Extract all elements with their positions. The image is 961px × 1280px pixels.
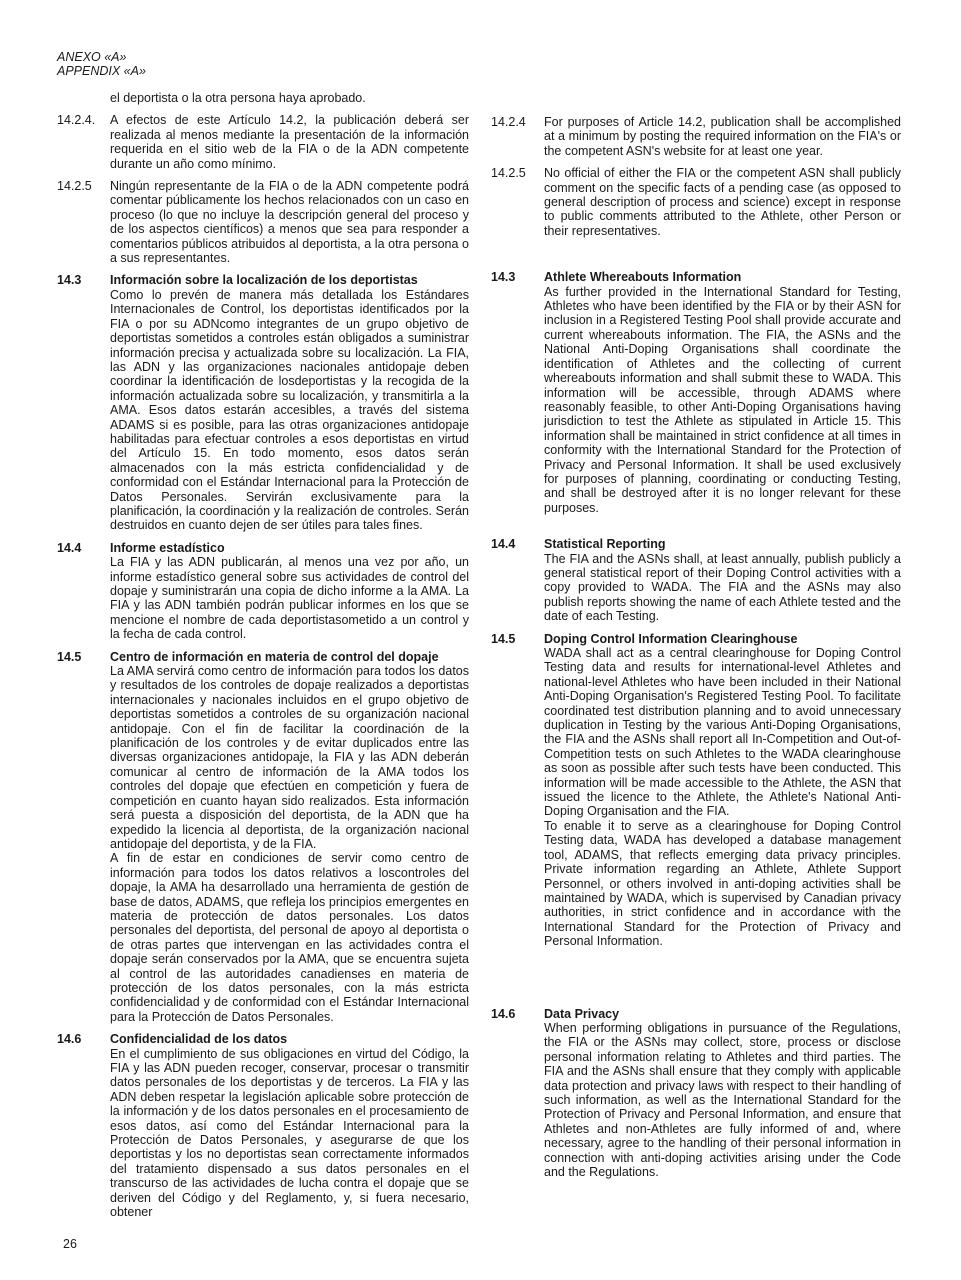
section-text: A efectos de este Artículo 14.2, la publicación deberá ser realizada al menos mediante la presentación de la información requerida en el sitio web de la FIA o de la ADN competente durante un año como mínimo. bbox=[110, 113, 469, 171]
section-14-6-en bbox=[491, 1007, 901, 1180]
section-title: Doping Control Information Clearinghouse bbox=[544, 631, 798, 646]
page-number: 26 bbox=[63, 1237, 77, 1251]
section-14-4-es bbox=[57, 541, 469, 642]
section-number: 14.2.4. bbox=[57, 113, 96, 128]
section-text: The FIA and the ASNs shall, at least annually, publish publicly a general statistical report of their Doping Control activities with a copy provided to WADA. The FIA and the ASNs may also publish reports showing the name of each Athlete tested and the date of each Testing. bbox=[544, 551, 901, 624]
section-number: 14.5 bbox=[491, 631, 516, 646]
section-title: Athlete Whereabouts Information bbox=[544, 270, 742, 285]
section-14-2-5-en bbox=[491, 166, 901, 238]
section-14-2-5-es bbox=[57, 179, 469, 265]
section-14-5-en bbox=[491, 632, 901, 949]
page-header bbox=[57, 50, 146, 78]
section-text: La FIA y las ADN publicarán, al menos una vez por año, un informe estadístico general sobre sus actividades de control del dopaje y suministrarán una copia de dicho informe a la AMA. La FIA y las ADN también podrán publicar informes en los que se mencione el nombre de cada deportistasometido a un control y la fecha de cada control. bbox=[110, 555, 469, 642]
section-text: En el cumplimiento de sus obligaciones en virtud del Código, la FIA y las ADN pueden recoger, conservar, procesar o transmitir datos personales de los deportistas y de terceros. La FIA y las ADN deben respetar la legislación aplicable sobre protección de la información y de los datos personales en el procesamiento de esos datos, así como del Estándar Internacional para la Protección de Datos Personales, y asegurarse de que los deportistas y los no deportistas sean correctamente informados del tratamiento dispensado a sus datos personales en el transcurso de las actividades de lucha contra el dopaje que se deriven del Código y del Reglamento, y, si fuera necesario, obtener bbox=[110, 1046, 469, 1220]
section-text: No official of either the FIA or the competent ASN shall publicly comment on the specific facts of a pending case (as opposed to general description of process and science) except in response to public comments attributed to the Athlete, other Person or their representatives. bbox=[544, 166, 901, 238]
section-text-2: To enable it to serve as a clearinghouse for Doping Control Testing data, WADA has developed a database management tool, ADAMS, that reflects emerging data privacy principles. Private information regarding an Athlete, Athlete Support Personnel, or others involved in anti-doping activities shall be maintained by WADA, which is supervised by Canadian privacy authorities, in strict confidence and in accordance with the International Standard for the Protection of Privacy and Personal Information. bbox=[544, 818, 901, 949]
spanish-column bbox=[57, 91, 469, 1227]
section-title: Información sobre la localización de los deportistas bbox=[110, 273, 418, 288]
section-title: Informe estadístico bbox=[110, 540, 225, 555]
header-line-en: APPENDIX «A» bbox=[57, 64, 146, 78]
header-line-es: ANEXO «A» bbox=[57, 50, 127, 64]
intro-continuation: el deportista o la otra persona haya aprobado. bbox=[110, 91, 366, 105]
section-number: 14.6 bbox=[57, 1032, 82, 1047]
section-text: As further provided in the International Standard for Testing, Athletes who have been identified by the FIA or by their ASN for inclusion in a Registered Testing Pool shall provide accurate and current whereabouts information. The FIA, the ASNs and the National Anti-Doping Organisations shall coordinate the identification of Athletes and the collecting of current whereabouts information and shall submit these to WADA. This information will be accessible, through ADAMS where reasonably feasible, to other Anti-Doping Organisations having jurisdiction to test the Athlete as stipulated in Article 15. This information shall be maintained in strict confidence at all times in conformity with the International Standard for the Protection of Privacy and Personal Information. It shall be used exclusively for purposes of planning, coordinating or conducting Testing, and shall be destroyed after it is no longer relevant for these purposes. bbox=[544, 284, 901, 515]
section-number: 14.2.4 bbox=[491, 115, 526, 129]
section-text-2: A fin de estar en condiciones de servir como centro de información para todos los datos relativos a loscontroles del dopaje, la AMA ha desarrollado una herramienta de gestión de base de datos, ADAMS, que refleja los principios emergentes en materia de protección de datos personales. Los datos personales del deportista, del personal de apoyo al deportista o de otras partes que intervengan en las actividades contra el dopaje serán conservados por la AMA, que se encuentra sujeta al control de las autoridades canadienses en materia de protección de los datos personales, con la más estricta confidencialidad y de conformidad con el Estándar Internacional para la Protección de Datos Personales. bbox=[110, 851, 469, 1024]
section-number: 14.2.5 bbox=[57, 179, 92, 194]
section-number: 14.4 bbox=[491, 537, 516, 552]
section-title: Confidencialidad de los datos bbox=[110, 1032, 288, 1047]
section-text: When performing obligations in pursuance of the Regulations, the FIA or the ASNs may collect, store, process or disclose personal information relating to Athletes and third parties. The FIA and the ASNs shall ensure that they comply with applicable data protection and privacy laws with respect to their handling of such information, as well as the International Standard for the Protection of Privacy and Personal Information, and ensure that Athletes and non-Athletes are fully informed of and, where necessary, agree to the handling of their personal information in connection with anti-doping activities arising under the Code and the Regulations. bbox=[544, 1020, 901, 1179]
section-number: 14.5 bbox=[57, 649, 82, 664]
section-14-2-4-es bbox=[57, 113, 469, 171]
section-number: 14.4 bbox=[57, 540, 82, 555]
section-14-3-es bbox=[57, 273, 469, 532]
english-column bbox=[491, 91, 901, 1187]
section-number: 14.3 bbox=[57, 273, 82, 288]
section-14-5-es bbox=[57, 650, 469, 1025]
section-number: 14.2.5 bbox=[491, 166, 526, 181]
section-title: Centro de información en materia de control del dopaje bbox=[110, 649, 439, 664]
section-14-3-en bbox=[491, 270, 901, 515]
section-text: For purposes of Article 14.2, publication shall be accomplished at a minimum by posting the required information on the FIA's or the competent ASN's website for at least one year. bbox=[544, 115, 901, 158]
section-text: Como lo prevén de manera más detallada los Estándares Internacionales de Control, los deportistas identificados por la FIA o por su ADNcomo integrantes de un grupo objetivo de deportistas sometidos a controles están obligados a suministrar información precisa y actualizada sobre su localización. La FIA, las ADN y las organizaciones nacionales antidopaje deben coordinar la identificación de losdeportistas y la recogida de la información actualizada sobre su localización, y transmitirla a la AMA. Esos datos estarán accesibles, a través del sistema ADAMS si es posible, para las otras organizaciones antidopaje habilitadas para efectuar controles a esos deportistas en virtud del Artículo 15. En todo momento, esos datos serán almacenados con la más estricta confidencialidad y de conformidad con el Estándar Internacional para la Protección de Datos Personales. Servirán exclusivamente para la planificación, la coordinación y la realización de controles. Serán destruidos en cuanto dejen de ser útiles para tales fines. bbox=[110, 287, 469, 533]
section-title: Statistical Reporting bbox=[544, 537, 666, 552]
section-14-4-en bbox=[491, 537, 901, 623]
section-text: Ningún representante de la FIA o de la ADN competente podrá comentar públicamente los hechos relacionados con un caso en proceso (lo que no incluye la descripción general del proceso y de los aspectos científicos) a menos que sea para responder a comentarios públicos atribuidos al deportista, a la otra persona o a sus representantes. bbox=[110, 179, 469, 266]
section-14-2-4-en bbox=[491, 115, 901, 158]
section-text: WADA shall act as a central clearinghouse for Doping Control Testing data and results for international-level Athletes and national-level Athletes who have been included in their National Anti-Doping Organisation's Registered Testing Pool. To facilitate coordinated test distribution planning and to avoid unnecessary duplication in Testing by the various Anti-Doping Organisations, the FIA and the ASNs shall report all In-Competition and Out-of-Competition tests on such Athletes to the WADA clearinghouse as soon as possible after such tests have been conducted. This information will be made accessible to the Athlete, the ASN that issued the licence to the Athlete, the Athlete's National Anti-Doping Organisation and the FIA. bbox=[544, 646, 901, 819]
section-text: La AMA servirá como centro de información para todos los datos y resultados de los controles de dopaje realizados a deportistas internacionales y nacionales incluidos en el grupo objetivo de deportistas sometidos a controles de su organización nacional antidopaje. Con el fin de facilitar la coordinación de la planificación de los controles y de evitar duplicados entre las diversas organizaciones antidopaje, la FIA y las ADN deberán comunicar al centro de información de la AMA todos los controles del dopaje que efectúen en competición y fuera de competición en cuanto hayan sido realizados. Esta información será puesta a disposición del deportista, de la ADN que ha expedido la licencia al deportista, de la organización nacional antidopaje del deportista, y de la FIA. bbox=[110, 664, 469, 851]
section-14-6-es bbox=[57, 1032, 469, 1219]
section-number: 14.3 bbox=[491, 270, 516, 285]
section-title: Data Privacy bbox=[544, 1006, 620, 1021]
section-number: 14.6 bbox=[491, 1006, 516, 1021]
